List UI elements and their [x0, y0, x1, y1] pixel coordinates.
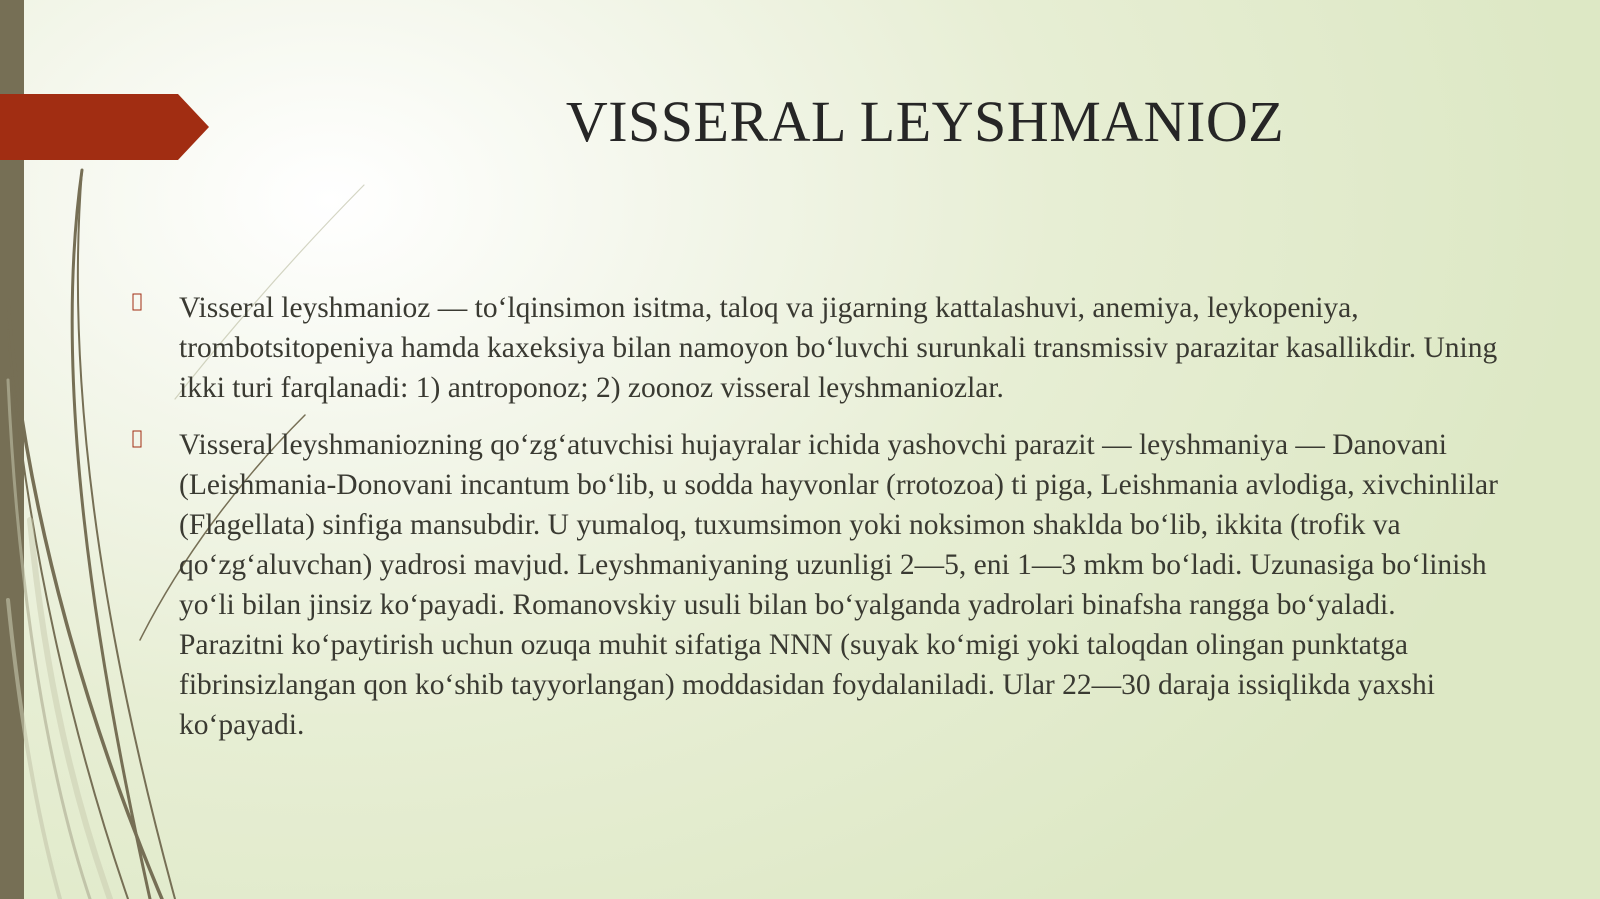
- bullet-list: [130, 288, 1500, 762]
- title-flag-shape: [0, 94, 209, 160]
- bullet-item: [130, 425, 1500, 745]
- slide-title: VISSERAL LEYSHMANIOZ: [565, 89, 1285, 154]
- bullet-item: [130, 288, 1500, 408]
- arrow-bullet-icon: [132, 293, 142, 311]
- bullet-text: Visseral leyshmaniozning qo‘zg‘atuvchisi hujayralar ichida yashovchi parazit — leyshmaniya — Danovani (Leishmania-Donovani incantum bo‘lib, u sodda hayvonlar (rrotozoa) ti piga, Leishmania avlodiga, xivchinlilar (Flagellata) sinfiga mansubdir. U yumaloq, tuxumsimon yoki noksimon shaklda bo‘lib, ikkita (trofik va qo‘zg‘aluvchan) yadrosi mavjud. Leyshmaniyaning uzunligi 2—5, eni 1—3 mkm bo‘ladi. Uzunasiga bo‘linish yo‘li bilan jinsiz ko‘payadi. Romanovskiy usuli bilan bo‘yalganda yadrolari binafsha rangga bo‘yaladi. Parazitni ko‘paytirish uchun ozuqa muhit sifatiga NNN (suyak ko‘migi yoki taloqdan olingan punktatga fibrinsizlangan qon ko‘shib tayyorlangan) moddasidan foydalaniladi. Ular 22—30 daraja issiqlikda yaxshi ko‘payadi.: [179, 429, 1498, 741]
- bullet-text: Visseral leyshmanioz — to‘lqinsimon isitma, taloq va jigarning kattalashuvi, anemiya, leykopeniya, trombotsitopeniya hamda kaxeksiya bilan namoyon bo‘luvchi surunkali transmissiv parazitar kasallikdir. Uning ikki turi farqlanadi: 1) antroponoz; 2) zoonoz visseral leyshmaniozlar.: [179, 292, 1498, 404]
- arrow-bullet-icon: [132, 430, 142, 448]
